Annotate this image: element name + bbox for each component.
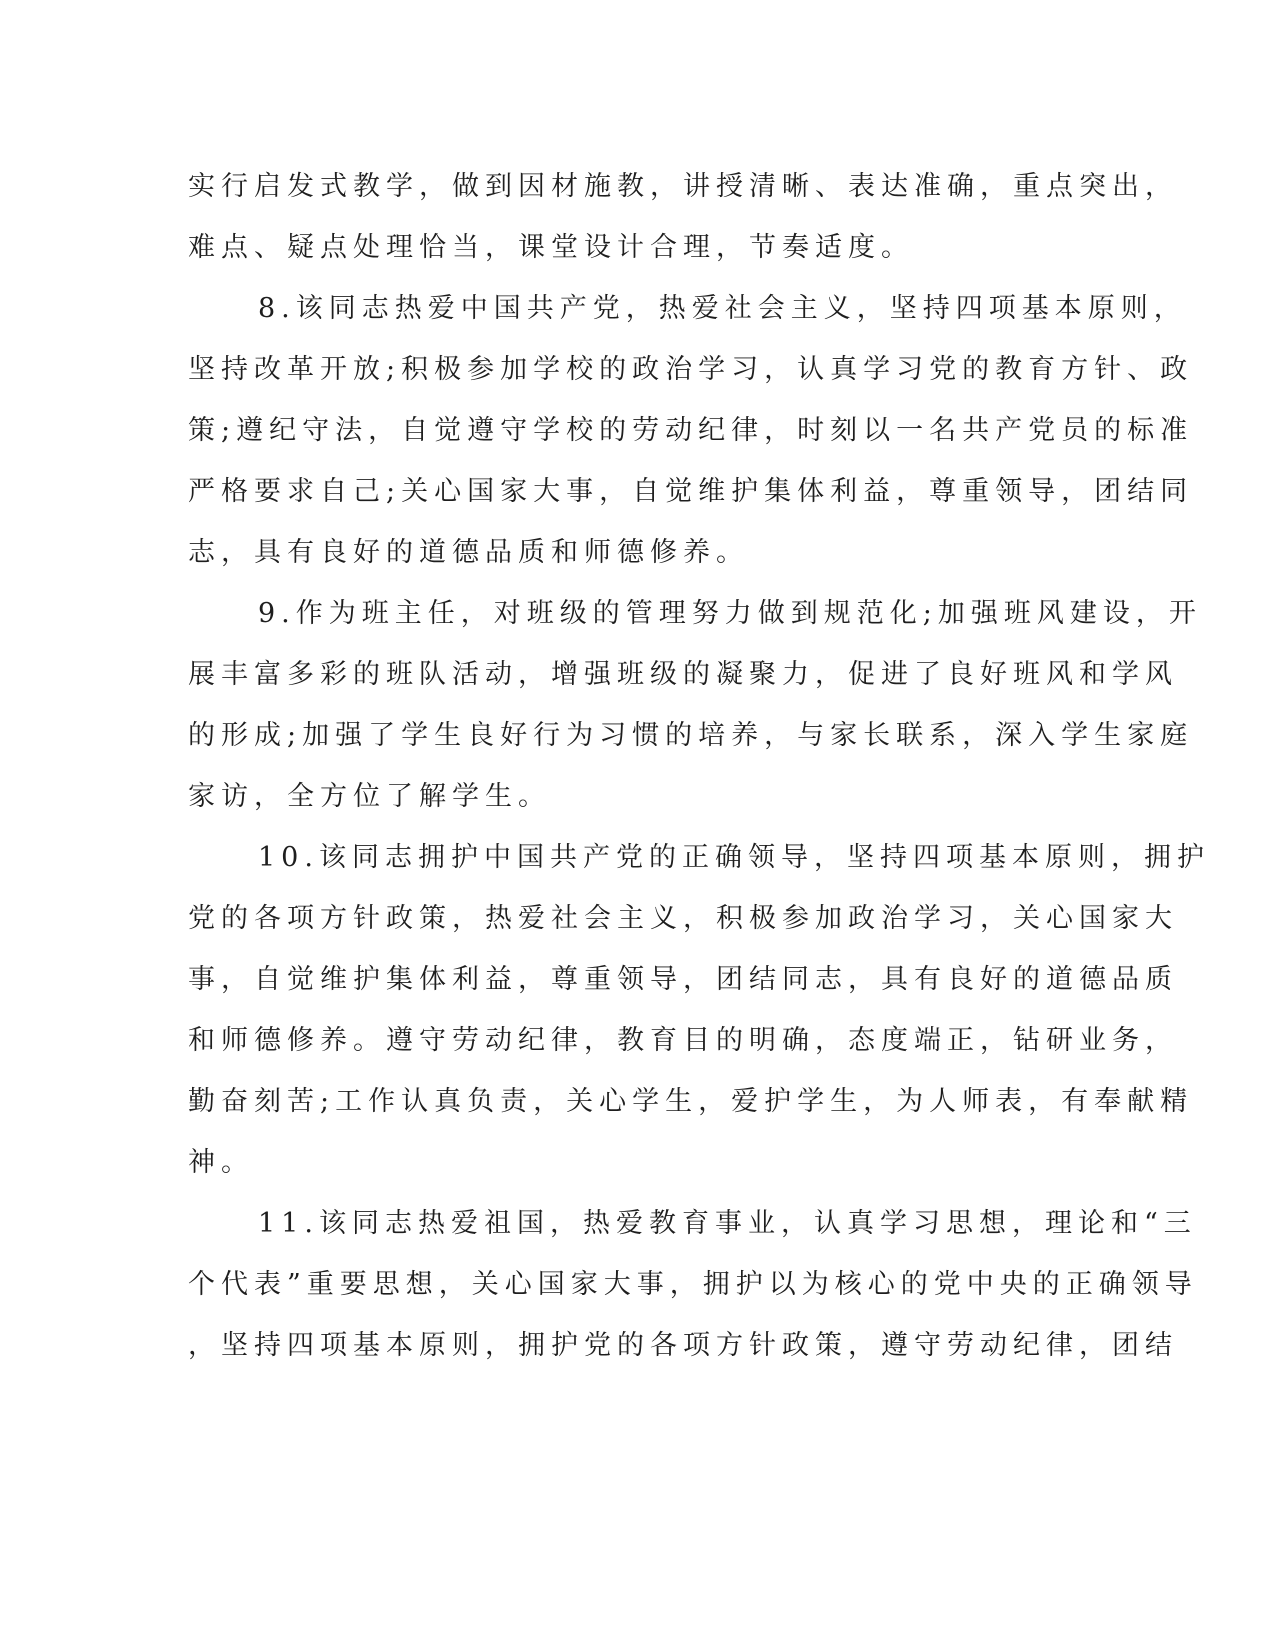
document-body: [188, 156, 1210, 1376]
paragraph-line: 和师德修养。遵守劳动纪律，教育目的明确，态度端正，钻研业务，: [188, 1025, 1178, 1056]
paragraph-9: [188, 583, 1202, 827]
paragraph-line: 严格要求自己;关心国家大事，自觉维护集体利益，尊重领导，团结同: [188, 476, 1194, 507]
paragraph-line: 党的各项方针政策，热爱社会主义，积极参加政治学习，关心国家大: [188, 903, 1178, 934]
paragraph-line: 志，具有良好的道德品质和师德修养。: [188, 537, 749, 568]
paragraph-line: 事，自觉维护集体利益，尊重领导，团结同志，具有良好的道德品质: [188, 964, 1178, 995]
paragraph-line: 11.该同志热爱祖国，热爱教育事业，认真学习思想，理论和“三: [258, 1208, 1197, 1239]
paragraph-line: 坚持改革开放;积极参加学校的政治学习，认真学习党的教育方针、政: [188, 354, 1194, 385]
paragraph-line: 神。: [188, 1147, 254, 1178]
paragraph-line: 勤奋刻苦;工作认真负责，关心学生，爱护学生，为人师表，有奉献精: [188, 1086, 1194, 1117]
paragraph-line: 策;遵纪守法，自觉遵守学校的劳动纪律，时刻以一名共产党员的标准: [188, 415, 1194, 446]
paragraph-line: 10.该同志拥护中国共产党的正确领导，坚持四项基本原则，拥护: [258, 842, 1210, 873]
paragraph-line: 的形成;加强了学生良好行为习惯的培养，与家长联系，深入学生家庭: [188, 720, 1194, 751]
paragraph-line: 展丰富多彩的班队活动，增强班级的凝聚力，促进了良好班风和学风: [188, 659, 1178, 690]
paragraph-line: 9.作为班主任，对班级的管理努力做到规范化;加强班风建设，开: [258, 598, 1202, 629]
paragraph-line: 8.该同志热爱中国共产党，热爱社会主义，坚持四项基本原则，: [258, 293, 1187, 324]
paragraph-11: [188, 1193, 1198, 1376]
paragraph-line: 家访，全方位了解学生。: [188, 781, 551, 812]
paragraph-line: 个代表”重要思想，关心国家大事，拥护以为核心的党中央的正确领导: [188, 1269, 1198, 1300]
paragraph-7-continued: [188, 156, 1178, 278]
paragraph-line: 难点、疑点处理恰当，课堂设计合理，节奏适度。: [188, 232, 914, 263]
paragraph-line: ，坚持四项基本原则，拥护党的各项方针政策，遵守劳动纪律，团结: [188, 1330, 1178, 1361]
paragraph-10: [188, 827, 1210, 1193]
paragraph-8: [188, 278, 1194, 583]
paragraph-line: 实行启发式教学，做到因材施教，讲授清晰、表达准确，重点突出，: [188, 171, 1178, 202]
